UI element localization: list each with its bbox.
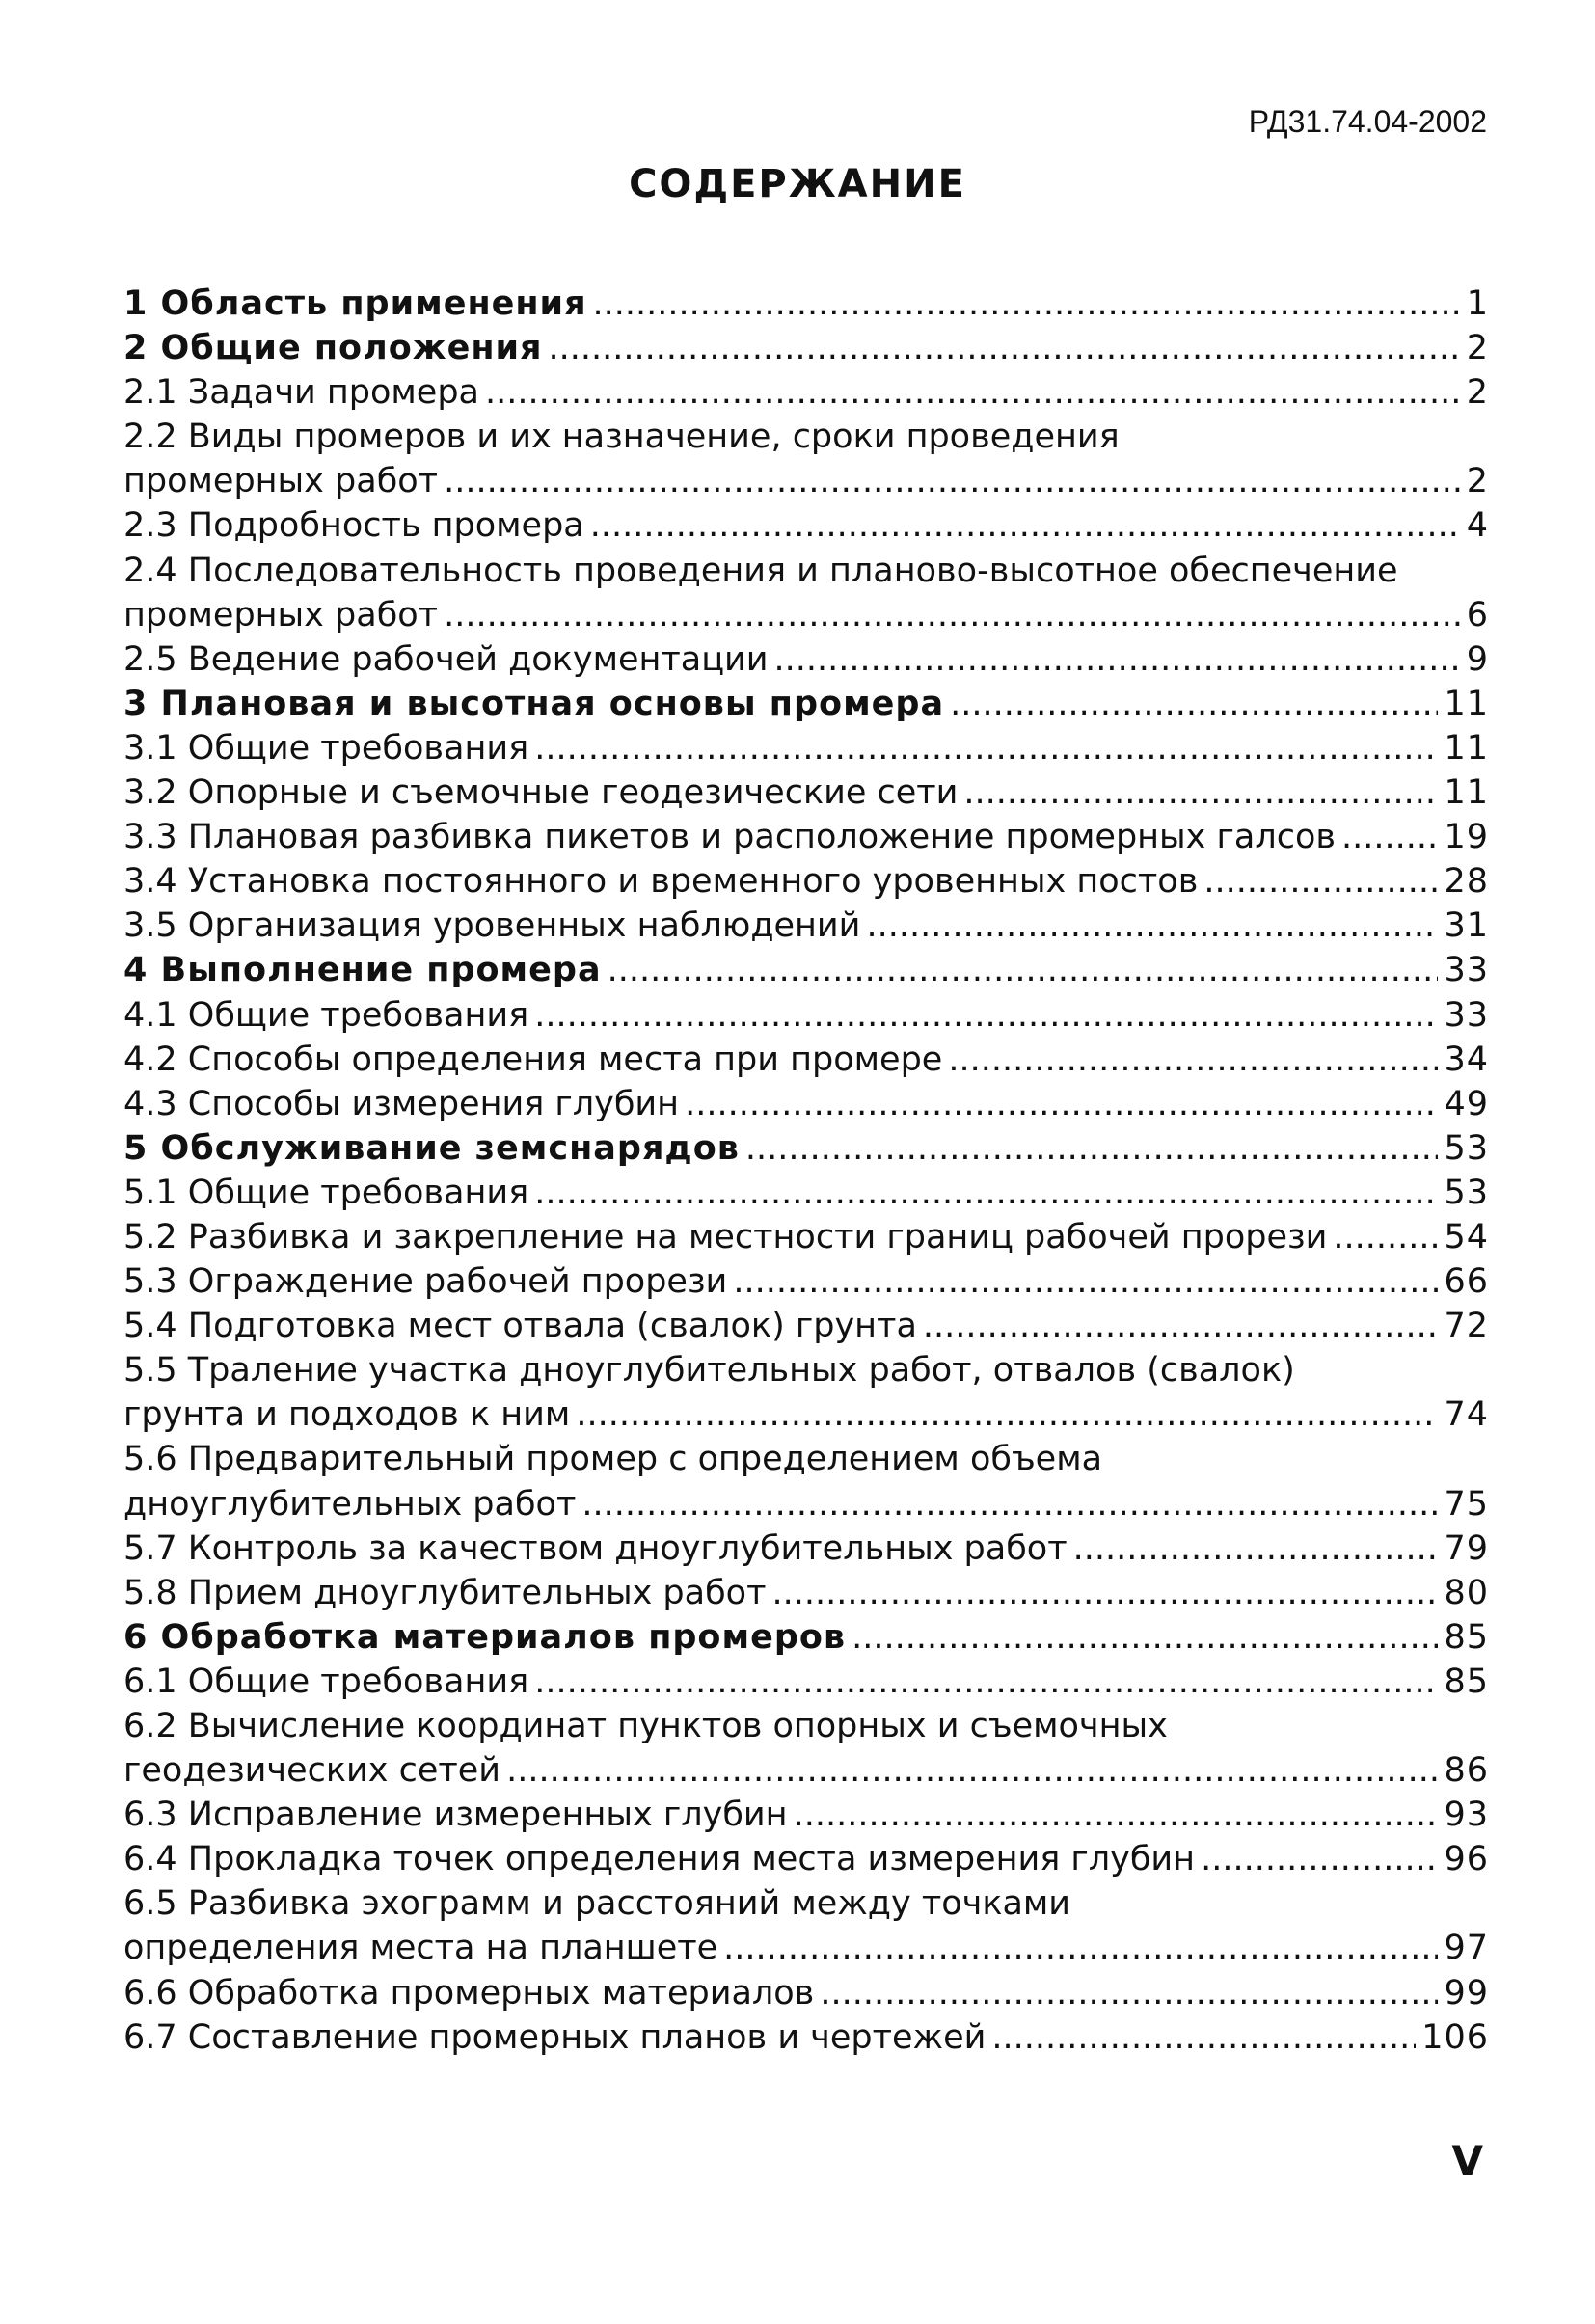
toc-entry-title: 2.5 Ведение рабочей документации (123, 639, 769, 679)
dot-leader (774, 637, 1461, 682)
dot-leader (534, 726, 1438, 770)
toc-entry (123, 1793, 1489, 1837)
toc-entry-line (123, 1215, 1489, 1259)
dot-leader (950, 682, 1438, 726)
toc-entry-title: 3.1 Общие требования (123, 728, 529, 768)
dot-leader (608, 948, 1439, 992)
toc-entry-title: 2.3 Подробность промера (123, 506, 584, 546)
toc-entry-line (123, 1392, 1489, 1437)
dot-leader (820, 1971, 1438, 2015)
toc-entry-line (123, 1926, 1489, 1970)
toc-entry (123, 726, 1489, 770)
dot-leader (923, 1304, 1439, 1348)
toc-entry-line (123, 815, 1489, 859)
toc-entry-title: 1 Область применения (123, 284, 587, 323)
toc-entry-page-number: 74 (1444, 1395, 1489, 1435)
dot-leader (866, 904, 1438, 948)
toc-entry (123, 1571, 1489, 1615)
toc-entry-line (123, 859, 1489, 904)
toc-entry (123, 948, 1489, 992)
toc-entry (123, 770, 1489, 815)
document-code: РД31.74.04-2002 (1248, 104, 1487, 139)
toc-entry (123, 370, 1489, 415)
toc-entry-title: 5.8 Прием дноуглубительных работ (123, 1573, 767, 1612)
toc-entry-title: 3.5 Организация уровенных наблюдений (123, 906, 861, 946)
toc-entry-title: промерных работ (123, 462, 439, 501)
toc-entry (123, 1348, 1489, 1437)
dot-leader (506, 1748, 1438, 1793)
dot-leader (534, 993, 1438, 1038)
toc-entry-title: 2 Общие положения (123, 329, 543, 368)
toc-entry-title: 6 Обработка материалов промеров (123, 1617, 847, 1657)
dot-leader (1073, 1527, 1439, 1571)
toc-entry-page-number: 1 (1466, 284, 1489, 323)
toc-entry-title: 5.4 Подготовка мест отвала (свалок) грунта (123, 1307, 917, 1346)
dot-leader (963, 770, 1438, 815)
toc-entry-page-number: 19 (1444, 818, 1489, 857)
toc-entry-line (123, 1837, 1489, 1881)
toc-entry-page-number: 93 (1444, 1796, 1489, 1835)
toc-entry (123, 2015, 1489, 2060)
toc-entry (123, 415, 1489, 503)
dot-leader (444, 459, 1461, 503)
dot-leader (549, 326, 1461, 370)
toc-entry (123, 815, 1489, 859)
toc-entry (123, 682, 1489, 726)
toc-entry-line (123, 1748, 1489, 1793)
toc-entry-line (123, 282, 1489, 326)
toc-entry-line (123, 1482, 1489, 1527)
toc-entry (123, 326, 1489, 370)
toc-entry (123, 1215, 1489, 1259)
toc-entry (123, 1038, 1489, 1082)
toc-entry-line (123, 370, 1489, 415)
toc-entry-page-number: 49 (1444, 1084, 1489, 1123)
dot-leader (1341, 815, 1438, 859)
toc-entry-line (123, 904, 1489, 948)
toc-entry-page-number: 11 (1444, 684, 1489, 723)
toc-entry-title: 6.3 Исправление измеренных глубин (123, 1796, 788, 1835)
toc-entry (123, 1660, 1489, 1704)
dot-leader (794, 1793, 1439, 1837)
toc-entry-title: грунта и подходов к ним (123, 1395, 571, 1435)
toc-entry (123, 1082, 1489, 1126)
toc-entry-title: 6.4 Прокладка точек определения места измерения глубин (123, 1840, 1196, 1879)
toc-entry-line (123, 1171, 1489, 1215)
toc-entry-page-number: 75 (1444, 1484, 1489, 1524)
dot-leader (948, 1038, 1438, 1082)
toc-entry-page-number: 2 (1466, 462, 1489, 501)
toc-entry-page-number: 106 (1421, 2017, 1489, 2057)
toc-entry (123, 1259, 1489, 1304)
toc-entry-line (123, 1082, 1489, 1126)
toc-entry-line (123, 1038, 1489, 1082)
toc-entry-page-number: 53 (1444, 1173, 1489, 1212)
toc-entry (123, 993, 1489, 1038)
toc-entry-page-number: 31 (1444, 906, 1489, 946)
toc-entry-line (123, 1304, 1489, 1348)
dot-leader (991, 2015, 1416, 2060)
toc-entry-line (123, 993, 1489, 1038)
toc-entry-page-number: 4 (1466, 506, 1489, 546)
toc-entry-page-number: 11 (1444, 728, 1489, 768)
dot-leader (1333, 1215, 1438, 1259)
toc-entry-title: 5.1 Общие требования (123, 1173, 529, 1212)
dot-leader (534, 1660, 1438, 1704)
toc-entry-line (123, 637, 1489, 682)
toc-entry-page-number: 54 (1444, 1217, 1489, 1257)
toc-entry-title: 4.1 Общие требования (123, 995, 529, 1035)
toc-entry-line (123, 1971, 1489, 2015)
toc-entry-title: 3.3 Плановая разбивка пикетов и расположение промерных галсов (123, 818, 1337, 857)
toc-entry-title: 5.3 Ограждение рабочей прорези (123, 1262, 728, 1302)
toc-entry-title: 3.2 Опорные и съемочные геодезические сети (123, 773, 959, 813)
toc-entry-title: определения места на планшете (123, 1929, 718, 1968)
toc-entry-line (123, 1126, 1489, 1171)
dot-leader (771, 1571, 1438, 1615)
toc-entry (123, 1527, 1489, 1571)
dot-leader (852, 1615, 1438, 1660)
toc-entry-page-number: 85 (1444, 1662, 1489, 1701)
toc-entry-page-number: 96 (1444, 1840, 1489, 1879)
toc-entry-page-number: 2 (1466, 373, 1489, 413)
toc-entry-line (123, 726, 1489, 770)
dot-leader (590, 503, 1461, 548)
toc-entry-line (123, 770, 1489, 815)
toc-entry-title: 5.7 Контроль за качеством дноуглубительных работ (123, 1528, 1068, 1568)
toc-entry-title: 6.1 Общие требования (123, 1662, 529, 1701)
dot-leader (593, 282, 1461, 326)
toc-entry (123, 904, 1489, 948)
toc-entry-line (123, 459, 1489, 503)
toc-entry-line (123, 948, 1489, 992)
dot-leader (576, 1392, 1438, 1437)
page-number: V (1451, 2137, 1483, 2184)
toc-entry-title: 6.6 Обработка промерных материалов (123, 1973, 815, 2013)
toc-entry (123, 1971, 1489, 2015)
toc-entry-page-number: 99 (1444, 1973, 1489, 2013)
toc-entry (123, 1615, 1489, 1660)
toc-entry-lead-text: 2.4 Последовательность проведения и планово-высотное обеспечение (123, 551, 1398, 590)
toc-entry-title: 5 Обслуживание земснарядов (123, 1128, 740, 1168)
toc-entry-title: 4 Выполнение промера (123, 951, 602, 990)
page-title: СОДЕРЖАНИЕ (629, 162, 966, 206)
toc-entry-page-number: 11 (1444, 773, 1489, 813)
toc-entry-page-number: 85 (1444, 1617, 1489, 1657)
toc-entry-title: 5.2 Разбивка и закрепление на местности границ рабочей прорези (123, 1217, 1328, 1257)
toc-entry (123, 503, 1489, 548)
dot-leader (444, 593, 1461, 637)
toc-entry (123, 859, 1489, 904)
toc-entry-page-number: 34 (1444, 1040, 1489, 1079)
toc-entry (123, 549, 1489, 637)
dot-leader (685, 1082, 1438, 1126)
toc-entry (123, 1126, 1489, 1171)
toc-entry-page-number: 33 (1444, 995, 1489, 1035)
toc-entry (123, 1437, 1489, 1526)
toc-entry-line (123, 503, 1489, 548)
toc-entry-title: 6.7 Составление промерных планов и чертежей (123, 2017, 987, 2057)
toc-entry (123, 1304, 1489, 1348)
dot-leader (485, 370, 1461, 415)
toc-entry-line (123, 682, 1489, 726)
toc-entry-line (123, 1527, 1489, 1571)
toc-entry-page-number: 72 (1444, 1307, 1489, 1346)
toc-entry (123, 637, 1489, 682)
toc-entry-lead-text: 5.6 Предварительный промер с определением объема (123, 1440, 1103, 1479)
toc-entry-line (123, 1259, 1489, 1304)
toc-entry (123, 282, 1489, 326)
dot-leader (581, 1482, 1438, 1527)
toc-entry-line (123, 326, 1489, 370)
toc-entry-title: дноуглубительных работ (123, 1484, 577, 1524)
toc-entry (123, 1704, 1489, 1793)
toc-entry-title: 4.3 Способы измерения глубин (123, 1084, 680, 1123)
dot-leader (733, 1259, 1438, 1304)
toc-entry-line (123, 1660, 1489, 1704)
toc-entry-page-number: 66 (1444, 1262, 1489, 1302)
toc-entry-title: геодезических сетей (123, 1751, 501, 1791)
dot-leader (1201, 1837, 1438, 1881)
toc-entry-page-number: 79 (1444, 1528, 1489, 1568)
toc-entry-title: 3 Плановая и высотная основы промера (123, 684, 945, 723)
dot-leader (723, 1926, 1438, 1970)
dot-leader (745, 1126, 1439, 1171)
dot-leader (1203, 859, 1438, 904)
toc-entry-lead-text: 2.2 Виды промеров и их назначение, сроки проведения (123, 418, 1120, 457)
dot-leader (534, 1171, 1438, 1215)
toc-entry-page-number: 53 (1444, 1128, 1489, 1168)
toc-entry-line (123, 1615, 1489, 1660)
toc-entry-page-number: 33 (1444, 951, 1489, 990)
toc-entry-lead-text: 5.5 Траление участка дноуглубительных работ, отвалов (свалок) (123, 1351, 1295, 1391)
toc-entry (123, 1881, 1489, 1970)
toc-entry-title: 4.2 Способы определения места при промере (123, 1040, 943, 1079)
toc-entry-line (123, 1793, 1489, 1837)
toc-entry-line (123, 2015, 1489, 2060)
toc-entry-page-number: 86 (1444, 1751, 1489, 1791)
toc-entry-page-number: 6 (1466, 595, 1489, 635)
toc-entry-line (123, 593, 1489, 637)
toc-entry-title: промерных работ (123, 595, 439, 635)
toc-entry-page-number: 9 (1466, 639, 1489, 679)
toc-entry-page-number: 97 (1444, 1929, 1489, 1968)
toc-entry-page-number: 80 (1444, 1573, 1489, 1612)
toc-entry-page-number: 2 (1466, 329, 1489, 368)
toc-entry (123, 1171, 1489, 1215)
toc-entry-title: 3.4 Установка постоянного и временного уровенных постов (123, 862, 1199, 902)
table-of-contents (123, 282, 1489, 2060)
toc-entry-lead-text: 6.5 Разбивка эхограмм и расстояний между точками (123, 1884, 1071, 1924)
toc-entry-title: 2.1 Задачи промера (123, 373, 479, 413)
toc-entry-lead-text: 6.2 Вычисление координат пунктов опорных и съемочных (123, 1707, 1168, 1745)
toc-entry-line (123, 1571, 1489, 1615)
toc-entry-page-number: 28 (1444, 862, 1489, 902)
toc-entry (123, 1837, 1489, 1881)
